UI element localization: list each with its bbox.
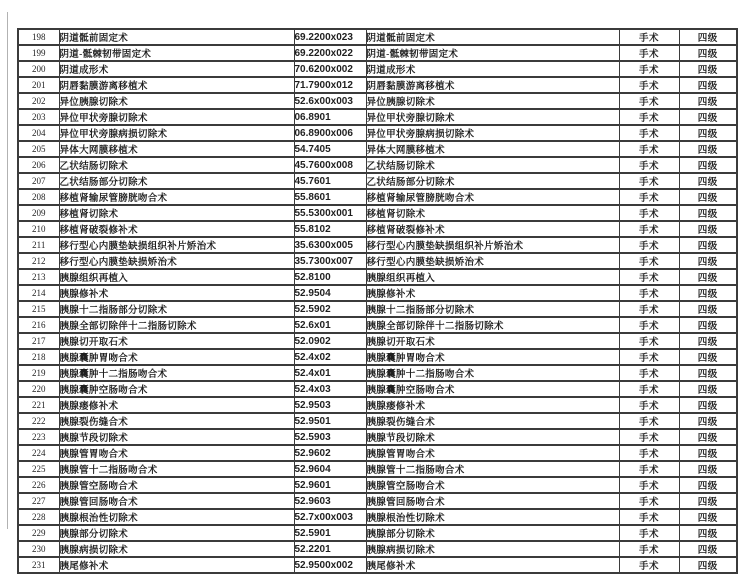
category-cell: 手术 (619, 429, 679, 445)
category-cell: 手术 (619, 221, 679, 237)
table-row (18, 461, 737, 477)
level-cell: 四级 (679, 285, 737, 301)
procedure-name-cell-2: 阴道-骶棘韧带固定术 (366, 45, 619, 61)
table-row (18, 477, 737, 493)
table-row (18, 253, 737, 269)
table-row (18, 557, 737, 573)
level-cell: 四级 (679, 365, 737, 381)
table-row (18, 397, 737, 413)
row-number-cell: 230 (18, 541, 59, 557)
row-number-cell: 213 (18, 269, 59, 285)
procedure-code-cell: 35.7300x007 (294, 253, 366, 269)
row-number-cell: 202 (18, 93, 59, 109)
table-row (18, 77, 737, 93)
procedure-name-cell-2: 异位甲状旁腺病损切除术 (366, 125, 619, 141)
level-cell: 四级 (679, 541, 737, 557)
procedure-name-cell: 胰腺十二指肠部分切除术 (59, 301, 294, 317)
table-row (18, 541, 737, 557)
table-row (18, 349, 737, 365)
category-cell: 手术 (619, 381, 679, 397)
procedure-name-cell: 胰腺切开取石术 (59, 333, 294, 349)
procedure-table (17, 28, 738, 574)
table-row (18, 269, 737, 285)
level-cell: 四级 (679, 509, 737, 525)
level-cell: 四级 (679, 381, 737, 397)
procedure-name-cell-2: 胰腺节段切除术 (366, 429, 619, 445)
row-number-cell: 220 (18, 381, 59, 397)
procedure-name-cell: 异位胰腺切除术 (59, 93, 294, 109)
procedure-name-cell-2: 胰腺管胃吻合术 (366, 445, 619, 461)
procedure-name-cell: 乙状结肠切除术 (59, 157, 294, 173)
table-row (18, 445, 737, 461)
category-cell: 手术 (619, 29, 679, 45)
procedure-name-cell-2: 胰腺全部切除伴十二指肠切除术 (366, 317, 619, 333)
category-cell: 手术 (619, 461, 679, 477)
procedure-name-cell: 移植肾输尿管膀胱吻合术 (59, 189, 294, 205)
level-cell: 四级 (679, 237, 737, 253)
page-edge-line (7, 12, 8, 529)
category-cell: 手术 (619, 189, 679, 205)
category-cell: 手术 (619, 141, 679, 157)
level-cell: 四级 (679, 109, 737, 125)
procedure-code-cell: 55.8601 (294, 189, 366, 205)
procedure-name-cell-2: 胰腺根治性切除术 (366, 509, 619, 525)
category-cell: 手术 (619, 125, 679, 141)
procedure-name-cell-2: 胰腺组织再植入 (366, 269, 619, 285)
category-cell: 手术 (619, 173, 679, 189)
procedure-code-cell: 52.9601 (294, 477, 366, 493)
category-cell: 手术 (619, 93, 679, 109)
row-number-cell: 211 (18, 237, 59, 253)
row-number-cell: 204 (18, 125, 59, 141)
procedure-name-cell-2: 胰腺修补术 (366, 285, 619, 301)
procedure-code-cell: 52.9603 (294, 493, 366, 509)
procedure-code-cell: 52.5902 (294, 301, 366, 317)
procedure-name-cell: 异位甲状旁腺切除术 (59, 109, 294, 125)
procedure-code-cell: 70.6200x002 (294, 61, 366, 77)
row-number-cell: 222 (18, 413, 59, 429)
level-cell: 四级 (679, 141, 737, 157)
row-number-cell: 226 (18, 477, 59, 493)
row-number-cell: 200 (18, 61, 59, 77)
procedure-code-cell: 54.7405 (294, 141, 366, 157)
procedure-code-cell: 52.0902 (294, 333, 366, 349)
procedure-name-cell-2: 异位胰腺切除术 (366, 93, 619, 109)
level-cell: 四级 (679, 93, 737, 109)
level-cell: 四级 (679, 317, 737, 333)
procedure-name-cell: 胰腺囊肿胃吻合术 (59, 349, 294, 365)
level-cell: 四级 (679, 189, 737, 205)
procedure-name-cell: 移植肾切除术 (59, 205, 294, 221)
category-cell: 手术 (619, 45, 679, 61)
row-number-cell: 199 (18, 45, 59, 61)
table-row (18, 365, 737, 381)
level-cell: 四级 (679, 157, 737, 173)
procedure-code-cell: 52.6x01 (294, 317, 366, 333)
level-cell: 四级 (679, 461, 737, 477)
level-cell: 四级 (679, 269, 737, 285)
table-row (18, 125, 737, 141)
category-cell: 手术 (619, 477, 679, 493)
row-number-cell: 207 (18, 173, 59, 189)
procedure-code-cell: 52.2201 (294, 541, 366, 557)
procedure-code-cell: 69.2200x023 (294, 29, 366, 45)
category-cell: 手术 (619, 77, 679, 93)
table-row (18, 205, 737, 221)
procedure-code-cell: 52.9501 (294, 413, 366, 429)
procedure-name-cell-2: 移行型心内膜垫缺损组织补片矫治术 (366, 237, 619, 253)
procedure-code-cell: 52.4x03 (294, 381, 366, 397)
procedure-name-cell: 胰腺部分切除术 (59, 525, 294, 541)
table-row (18, 157, 737, 173)
category-cell: 手术 (619, 109, 679, 125)
category-cell: 手术 (619, 333, 679, 349)
procedure-name-cell-2: 胰腺管回肠吻合术 (366, 493, 619, 509)
procedure-code-cell: 06.8900x006 (294, 125, 366, 141)
procedure-name-cell: 胰腺管空肠吻合术 (59, 477, 294, 493)
procedure-name-cell-2: 胰腺囊肿空肠吻合术 (366, 381, 619, 397)
level-cell: 四级 (679, 61, 737, 77)
level-cell: 四级 (679, 45, 737, 61)
procedure-name-cell: 胰腺组织再植入 (59, 269, 294, 285)
level-cell: 四级 (679, 413, 737, 429)
procedure-name-cell: 阴唇黏膜游离移植术 (59, 77, 294, 93)
procedure-name-cell-2: 移植肾输尿管膀胱吻合术 (366, 189, 619, 205)
table-row (18, 237, 737, 253)
row-number-cell: 215 (18, 301, 59, 317)
category-cell: 手术 (619, 253, 679, 269)
procedure-code-cell: 52.6x00x003 (294, 93, 366, 109)
procedure-name-cell: 胰腺修补术 (59, 285, 294, 301)
procedure-name-cell: 胰腺瘘修补术 (59, 397, 294, 413)
procedure-name-cell-2: 胰腺部分切除术 (366, 525, 619, 541)
row-number-cell: 205 (18, 141, 59, 157)
procedure-code-cell: 52.4x02 (294, 349, 366, 365)
table-row (18, 429, 737, 445)
category-cell: 手术 (619, 493, 679, 509)
table-row (18, 333, 737, 349)
procedure-name-cell-2: 胰尾修补术 (366, 557, 619, 573)
row-number-cell: 231 (18, 557, 59, 573)
procedure-name-cell: 阴道-骶棘韧带固定术 (59, 45, 294, 61)
procedure-name-cell: 胰腺管回肠吻合术 (59, 493, 294, 509)
procedure-name-cell-2: 胰腺管空肠吻合术 (366, 477, 619, 493)
procedure-code-cell: 52.9504 (294, 285, 366, 301)
row-number-cell: 216 (18, 317, 59, 333)
category-cell: 手术 (619, 397, 679, 413)
table-row (18, 189, 737, 205)
row-number-cell: 212 (18, 253, 59, 269)
row-number-cell: 214 (18, 285, 59, 301)
level-cell: 四级 (679, 173, 737, 189)
table-row (18, 301, 737, 317)
procedure-name-cell: 胰腺病损切除术 (59, 541, 294, 557)
procedure-name-cell-2: 胰腺切开取石术 (366, 333, 619, 349)
procedure-code-cell: 52.8100 (294, 269, 366, 285)
procedure-code-cell: 52.5901 (294, 525, 366, 541)
level-cell: 四级 (679, 525, 737, 541)
row-number-cell: 203 (18, 109, 59, 125)
level-cell: 四级 (679, 205, 737, 221)
procedure-name-cell: 阴道成形术 (59, 61, 294, 77)
row-number-cell: 229 (18, 525, 59, 541)
procedure-name-cell-2: 阴道成形术 (366, 61, 619, 77)
procedure-name-cell-2: 乙状结肠切除术 (366, 157, 619, 173)
level-cell: 四级 (679, 253, 737, 269)
row-number-cell: 210 (18, 221, 59, 237)
row-number-cell: 228 (18, 509, 59, 525)
category-cell: 手术 (619, 365, 679, 381)
level-cell: 四级 (679, 77, 737, 93)
category-cell: 手术 (619, 205, 679, 221)
level-cell: 四级 (679, 397, 737, 413)
category-cell: 手术 (619, 237, 679, 253)
procedure-name-cell: 胰腺节段切除术 (59, 429, 294, 445)
procedure-name-cell: 胰腺管胃吻合术 (59, 445, 294, 461)
procedure-name-cell-2: 移植肾切除术 (366, 205, 619, 221)
procedure-name-cell: 胰尾修补术 (59, 557, 294, 573)
procedure-code-cell: 52.9602 (294, 445, 366, 461)
table-row (18, 525, 737, 541)
level-cell: 四级 (679, 349, 737, 365)
procedure-code-cell: 52.9500x002 (294, 557, 366, 573)
procedure-name-cell: 胰腺囊肿空肠吻合术 (59, 381, 294, 397)
category-cell: 手术 (619, 285, 679, 301)
procedure-name-cell: 胰腺全部切除伴十二指肠切除术 (59, 317, 294, 333)
procedure-name-cell-2: 胰腺囊肿十二指肠吻合术 (366, 365, 619, 381)
table-row (18, 93, 737, 109)
procedure-code-cell: 52.4x01 (294, 365, 366, 381)
level-cell: 四级 (679, 557, 737, 573)
table-row (18, 173, 737, 189)
table-row (18, 141, 737, 157)
row-number-cell: 225 (18, 461, 59, 477)
procedure-code-cell: 55.8102 (294, 221, 366, 237)
level-cell: 四级 (679, 29, 737, 45)
procedure-code-cell: 45.7601 (294, 173, 366, 189)
procedure-name-cell: 移植肾破裂修补术 (59, 221, 294, 237)
procedure-code-cell: 52.7x00x003 (294, 509, 366, 525)
category-cell: 手术 (619, 557, 679, 573)
procedure-code-cell: 45.7600x008 (294, 157, 366, 173)
procedure-name-cell: 异位甲状旁腺病损切除术 (59, 125, 294, 141)
category-cell: 手术 (619, 61, 679, 77)
category-cell: 手术 (619, 269, 679, 285)
category-cell: 手术 (619, 157, 679, 173)
procedure-name-cell-2: 胰腺十二指肠部分切除术 (366, 301, 619, 317)
procedure-name-cell: 乙状结肠部分切除术 (59, 173, 294, 189)
level-cell: 四级 (679, 333, 737, 349)
procedure-name-cell-2: 乙状结肠部分切除术 (366, 173, 619, 189)
category-cell: 手术 (619, 509, 679, 525)
procedure-name-cell: 异体大网膜移植术 (59, 141, 294, 157)
row-number-cell: 221 (18, 397, 59, 413)
procedure-code-cell: 35.6300x005 (294, 237, 366, 253)
level-cell: 四级 (679, 125, 737, 141)
procedure-name-cell-2: 胰腺瘘修补术 (366, 397, 619, 413)
row-number-cell: 209 (18, 205, 59, 221)
procedure-name-cell-2: 异体大网膜移植术 (366, 141, 619, 157)
category-cell: 手术 (619, 301, 679, 317)
procedure-name-cell-2: 移植肾破裂修补术 (366, 221, 619, 237)
row-number-cell: 217 (18, 333, 59, 349)
procedure-code-cell: 52.5903 (294, 429, 366, 445)
row-number-cell: 206 (18, 157, 59, 173)
table-row (18, 413, 737, 429)
table-row (18, 381, 737, 397)
procedure-name-cell-2: 胰腺病损切除术 (366, 541, 619, 557)
level-cell: 四级 (679, 301, 737, 317)
level-cell: 四级 (679, 445, 737, 461)
procedure-code-cell: 52.9503 (294, 397, 366, 413)
level-cell: 四级 (679, 221, 737, 237)
procedure-name-cell: 胰腺裂伤缝合术 (59, 413, 294, 429)
row-number-cell: 208 (18, 189, 59, 205)
procedure-name-cell: 胰腺囊肿十二指肠吻合术 (59, 365, 294, 381)
procedure-name-cell-2: 胰腺裂伤缝合术 (366, 413, 619, 429)
procedure-name-cell-2: 阴唇黏膜游离移植术 (366, 77, 619, 93)
row-number-cell: 227 (18, 493, 59, 509)
row-number-cell: 218 (18, 349, 59, 365)
table-row (18, 317, 737, 333)
procedure-code-cell: 52.9604 (294, 461, 366, 477)
procedure-code-cell: 69.2200x022 (294, 45, 366, 61)
table-row (18, 29, 737, 45)
procedure-name-cell-2: 胰腺管十二指肠吻合术 (366, 461, 619, 477)
category-cell: 手术 (619, 541, 679, 557)
procedure-code-cell: 06.8901 (294, 109, 366, 125)
table-row (18, 109, 737, 125)
table-row (18, 493, 737, 509)
category-cell: 手术 (619, 413, 679, 429)
table-row (18, 61, 737, 77)
category-cell: 手术 (619, 317, 679, 333)
procedure-name-cell-2: 移行型心内膜垫缺损矫治术 (366, 253, 619, 269)
procedure-name-cell-2: 异位甲状旁腺切除术 (366, 109, 619, 125)
procedure-name-cell-2: 阴道骶前固定术 (366, 29, 619, 45)
row-number-cell: 219 (18, 365, 59, 381)
procedure-name-cell: 胰腺根治性切除术 (59, 509, 294, 525)
level-cell: 四级 (679, 477, 737, 493)
procedure-name-cell: 移行型心内膜垫缺损矫治术 (59, 253, 294, 269)
procedure-name-cell: 胰腺管十二指肠吻合术 (59, 461, 294, 477)
procedure-name-cell: 移行型心内膜垫缺损组织补片矫治术 (59, 237, 294, 253)
table-row (18, 285, 737, 301)
level-cell: 四级 (679, 493, 737, 509)
table-row (18, 509, 737, 525)
table-row (18, 221, 737, 237)
procedure-code-cell: 71.7900x012 (294, 77, 366, 93)
procedure-code-cell: 55.5300x001 (294, 205, 366, 221)
row-number-cell: 201 (18, 77, 59, 93)
row-number-cell: 224 (18, 445, 59, 461)
level-cell: 四级 (679, 429, 737, 445)
category-cell: 手术 (619, 445, 679, 461)
table-row (18, 45, 737, 61)
category-cell: 手术 (619, 525, 679, 541)
category-cell: 手术 (619, 349, 679, 365)
row-number-cell: 223 (18, 429, 59, 445)
procedure-name-cell-2: 胰腺囊肿胃吻合术 (366, 349, 619, 365)
procedure-name-cell: 阴道骶前固定术 (59, 29, 294, 45)
row-number-cell: 198 (18, 29, 59, 45)
